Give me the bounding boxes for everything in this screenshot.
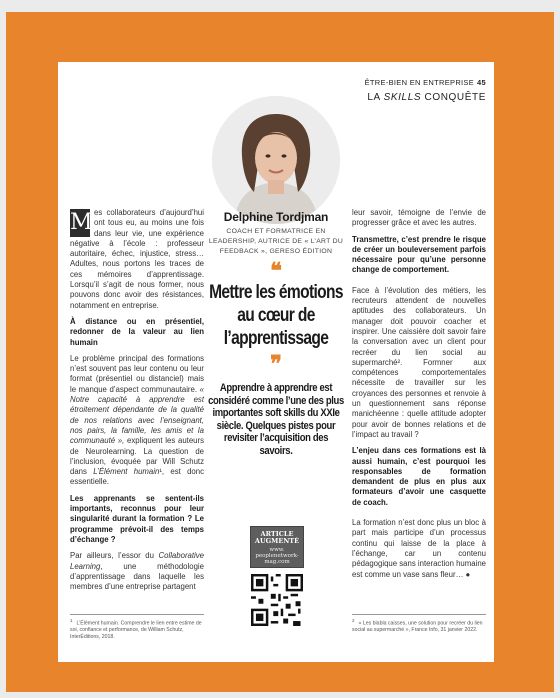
right-column xyxy=(352,208,486,586)
author-role: COACH ET FORMATRICE EN LEADERSHIP, AUTRICE DE « L’ART DU FEEDBACK », GERESO ÉDITION xyxy=(208,228,344,255)
subheading: Les apprenants se sentent-ils importants, reconnus pour leur singularité durant la formation ? Le programme prévoit-il des temps d’échange ? xyxy=(70,493,204,544)
magazine-page xyxy=(58,62,494,662)
page-number: 45 xyxy=(477,78,486,87)
qr-code-icon[interactable] xyxy=(251,574,303,626)
left-column xyxy=(70,208,204,598)
footnote-divider xyxy=(70,614,204,615)
footnote-2: $^2$« Les blabla caisses, une solution pour recréer du lien social au supermarché », France Info, 31 janvier 2022. xyxy=(352,618,483,634)
headline: Mettre les émotions au cœur de l’apprentissage xyxy=(209,282,343,349)
quote-open-icon: ❝ xyxy=(270,258,282,284)
author-name: Delphine Tordjman xyxy=(223,210,329,224)
author-portrait xyxy=(212,96,340,224)
badge-title: ARTICLE AUGMENTÉ xyxy=(254,530,300,545)
body-paragraph: Par ailleurs, l’essor du Collaborative Learning, une méthodologie d’apprentissage dans laquelle les membres d’une entreprise partagent xyxy=(70,551,205,592)
drop-cap: M xyxy=(70,210,93,235)
body-paragraph: leur savoir, témoigne de l’envie de progresser grâce et avec les autres. xyxy=(352,208,486,228)
closing-paragraph: La formation n’est donc plus un bloc à part mais participe d’un processus continu qui laisse de la place à l’échange, car un contenu pédagogique sans interaction humaine est comme un vase sans fleur… ● xyxy=(352,518,486,579)
section-label: ÊTRE-BIEN EN ENTREPRISE xyxy=(364,78,475,87)
center-column xyxy=(208,210,344,457)
footnote-1: $^1$L’Élément humain. Comprendre le lien entre estime de soi, confiance et performance, de William Schutz, InterÉditions, 2018. xyxy=(70,618,202,640)
badge-url: www. peoplenetwork- mag.com xyxy=(255,547,299,565)
footnote-divider xyxy=(352,614,486,615)
section-subtitle: LA SKILLS CONQUÊTE xyxy=(367,92,486,103)
body-paragraph: Le problème principal des formations n’est souvent pas leur contenu ou leur format (présentiel ou distanciel) mais le manque d’aspect communautaire. « Notre capacité à apprendre est étroitement dépendante de la qualité de nos relations avec l’enseignant, nos pairs, la famille, les amis et la communauté », expliquent les auteurs de Neurolearning. La question de l’inclusion, évoquée par Will Schutz dans L’Élément humain¹, est donc essentielle. xyxy=(70,353,205,487)
intro-paragraph: es collaborateurs d’aujourd’hui ont tous eu, au moins une fois dans leur vie, une expérience négative à l’école : professeur autoritaire, échec, injustice, stress… Adultes, nous portons les traces de ces mémoires d’apprentissage. Lorsqu’il s’agit de nous former, nous pouvons donc avoir des résistances, notamment en entreprise. xyxy=(70,208,204,310)
running-header xyxy=(365,78,486,87)
article-augmente-badge[interactable] xyxy=(250,526,304,568)
highlight-paragraph: L’enjeu dans ces formations est là aussi humain, c’est pourquoi les responsables de formation demandent de plus en plus aux formateurs d’avoir une casquette de coach. xyxy=(352,446,486,507)
subheading: À distance ou en présentiel, redonner de la valeur au lien humain xyxy=(70,316,204,347)
body-paragraph: Face à l’évolution des métiers, les recruteurs attendent de nouvelles aptitudes des collaborateurs. Un manager doit pouvoir coacher et inspirer. Une caissière doit savoir faire la conversation avec un client pour recréer du lien social au supermarché². Formner aux compétences comportementales nécessite de travailler sur les croyances des personnes et renvoie à un questionnement sans réponse manichéenne : quelle attitude adopter pour avoir de bonnes relations et de l’impact au travail ? xyxy=(352,285,486,439)
quote-close-icon: ❞ xyxy=(270,351,282,377)
pull-quote: Apprendre à apprendre est considéré comme l’une des plus importantes soft skills du XXIe siècle. Quelques pistes pour revisiter l’acquisition des savoirs. xyxy=(208,382,344,457)
highlight-paragraph: Transmettre, c’est prendre le risque de créer un bouleversement parfois nécessaire pour qu’une personne change de comportement. xyxy=(352,234,486,275)
